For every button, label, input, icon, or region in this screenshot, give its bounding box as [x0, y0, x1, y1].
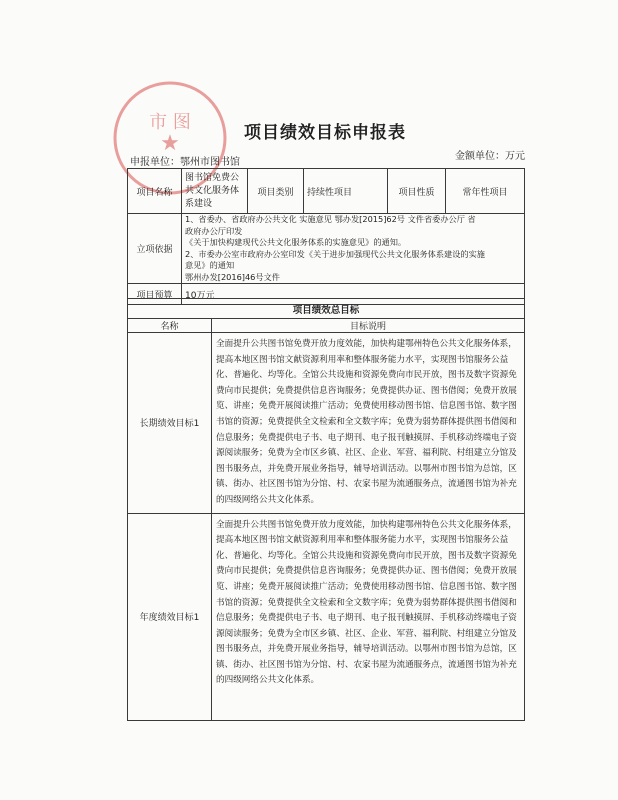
- amount-unit-note: 金额单位：万元: [455, 151, 525, 162]
- project-info-table: [127, 168, 525, 305]
- applicant-unit: [130, 153, 240, 168]
- basis-line: 鄂州办发[2016]46号文件: [185, 271, 280, 282]
- project-category-value: 持续性项目: [304, 169, 388, 214]
- basis-line: 政府办公厅印发: [185, 225, 243, 236]
- goals-name-header: 名称: [128, 319, 212, 333]
- project-basis-text: [182, 214, 525, 284]
- performance-goals-table: [127, 298, 525, 721]
- project-nature-value: 常年性项目: [446, 169, 525, 214]
- annual-goal-text: 全面提升公共图书馆免费开放力度效能，加快构建鄂州特色公共文化服务体系，提高本地区图书馆文献资源利用率和整体服务能力水平，实现图书馆服务公益化、普遍化、均等化。全馆公共设施和资源免费向市民开放，图书及数字资源免费向市民提供；免费提供信息咨询服务；免费提供办证、图书借阅；免费开放展览、讲座；免费开展阅读推广活动；免费使用移动图书馆、信息图书馆、数字图书馆的资源；免费提供全文检索和全文数字库；免费为弱势群体提供图书借阅和信息服务；免费提供电子书、电子期刊、电子报刊触摸屏、手机移动终端电子资源阅读服务；免费为全市区乡镇、社区、企业、军营、福利院、村组建立分馆及图书服务点，并免费开展业务指导，辅导培训活动。以鄂州市图书馆为总馆，区镇、街办、社区图书馆为分馆、村、农家书屋为流通服务点，流通图书馆为补充的四级网络公共文化体系。: [212, 513, 525, 720]
- basis-line: 2、市委办公室市政府办公室印发《关于进步加强现代公共文化服务体系建设的实施: [185, 248, 485, 259]
- basis-line: 《关于加快构建现代公共文化服务体系的实施意见》的通知。: [185, 237, 407, 247]
- basis-line: 1、省委办、省政府办公共文化 实施意见 鄂办发[2015]62号 文件省委办公厅 省: [185, 214, 476, 224]
- long-term-goal-row: [128, 333, 525, 514]
- goals-section-title: 项目绩效总目标: [128, 299, 525, 319]
- project-budget-value: 10万元: [182, 284, 525, 305]
- goals-header-row: [128, 319, 525, 333]
- applicant-unit-value: 鄂州市图书馆: [180, 157, 240, 168]
- goals-section-row: [128, 299, 525, 319]
- annual-goal-row: [128, 513, 525, 720]
- svg-text:市 图: 市 图: [149, 112, 191, 133]
- annual-goal-label: 年度绩效目标1: [128, 513, 212, 720]
- project-name-value: 图书馆免费公共文化服务体系建设: [182, 169, 248, 214]
- project-info-row: [128, 169, 525, 214]
- project-category-label: 项目类别: [248, 169, 304, 214]
- goals-desc-header: 目标说明: [212, 319, 525, 333]
- svg-text:★: ★: [160, 131, 180, 156]
- document-title: 项目绩效目标申报表: [244, 123, 406, 143]
- basis-line: 意见》的通知: [185, 260, 235, 270]
- project-basis-row: [128, 214, 525, 284]
- long-term-goal-label: 长期绩效目标1: [128, 333, 212, 514]
- project-nature-label: 项目性质: [388, 169, 446, 214]
- long-term-goal-text: 全面提升公共图书馆免费开放力度效能，加快构建鄂州特色公共文化服务体系，提高本地区图书馆文献资源利用率和整体服务能力水平，实现图书馆服务公益化、普遍化、均等化。全馆公共设施和资源免费向市民开放，图书及数字资源免费向市民提供；免费提供信息咨询服务；免费提供办证、图书借阅；免费开放展览、讲座；免费开展阅读推广活动；免费使用移动图书馆、信息图书馆、数字图书馆的资源；免费提供全文检索和全文数字库；免费为弱势群体提供图书借阅和信息服务；免费提供电子书、电子期刊、电子报刊触摸屏、手机移动终端电子资源阅读服务；免费为全市区乡镇、社区、企业、军营、福利院、村组建立分馆及图书服务点，并免费开展业务指导，辅导培训活动。以鄂州市图书馆为总馆，区镇、街办、社区图书馆为分馆、村、农家书屋为流通服务点，流通图书馆为补充的四级网络公共文化体系。: [212, 333, 525, 514]
- project-basis-label: 立项依据: [128, 214, 182, 284]
- project-name-label: 项目名称: [128, 169, 182, 214]
- applicant-unit-label: 申报单位：: [130, 157, 180, 168]
- project-budget-label: 项目预算: [128, 284, 182, 305]
